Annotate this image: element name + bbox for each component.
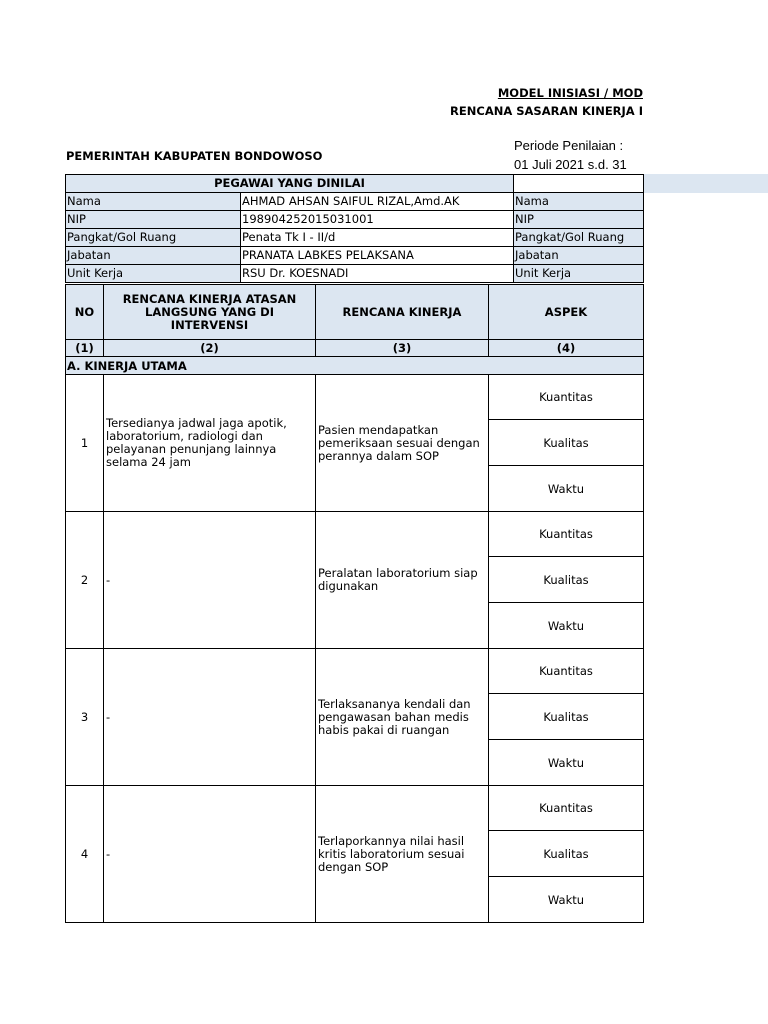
- column-number-4: (4): [489, 340, 644, 357]
- pegawai-value-nip: 198904252015031001: [241, 211, 514, 229]
- row-2-aspek-kuantitas: Kuantitas: [489, 512, 644, 557]
- row-1-no: 1: [66, 375, 104, 512]
- pegawai-label-pangkat: Pangkat/Gol Ruang: [66, 229, 241, 247]
- column-header-no: NO: [66, 285, 104, 340]
- section-kinerja-utama: A. KINERJA UTAMA: [66, 357, 644, 375]
- atasan-label-pangkat: Pangkat/Gol Ruang: [514, 229, 644, 247]
- row-2-aspek-kualitas: Kualitas: [489, 557, 644, 603]
- pegawai-value-unit: RSU Dr. KOESNADI: [241, 265, 514, 283]
- row-4-atasan: -: [104, 786, 316, 923]
- row-3-aspek-kuantitas: Kuantitas: [489, 649, 644, 694]
- row-1-aspek-waktu: Waktu: [489, 466, 644, 512]
- row-4-aspek-kualitas: Kualitas: [489, 831, 644, 877]
- atasan-label-jabatan: Jabatan: [514, 247, 644, 265]
- row-4-aspek-waktu: Waktu: [489, 877, 644, 923]
- row-2-atasan: -: [104, 512, 316, 649]
- row-1-atasan: Tersedianya jadwal jaga apotik, laboratorium, radiologi dan pelayanan penunjang lainnya selama 24 jam: [104, 375, 316, 512]
- row-3-aspek-waktu: Waktu: [489, 740, 644, 786]
- selected-cell-strip: [643, 174, 768, 193]
- periode-value: 01 Juli 2021 s.d. 31: [514, 157, 627, 172]
- document-rencana-title: RENCANA SASARAN KINERJA I: [450, 104, 643, 118]
- column-number-1: (1): [66, 340, 104, 357]
- row-4-rencana: Terlaporkannya nilai hasil kritis laboratorium sesuai dengan SOP: [316, 786, 489, 923]
- pegawai-label-jabatan: Jabatan: [66, 247, 241, 265]
- row-3-atasan: -: [104, 649, 316, 786]
- pegawai-value-nama: AHMAD AHSAN SAIFUL RIZAL,Amd.AK: [241, 193, 514, 211]
- atasan-label-unit: Unit Kerja: [514, 265, 644, 283]
- row-1-aspek-kualitas: Kualitas: [489, 420, 644, 466]
- row-1-aspek-kuantitas: Kuantitas: [489, 375, 644, 420]
- column-number-3: (3): [316, 340, 489, 357]
- atasan-label-nip: NIP: [514, 211, 644, 229]
- periode-label: Periode Penilaian :: [514, 138, 624, 153]
- document-model-title: MODEL INISIASI / MOD: [497, 86, 643, 100]
- row-4-aspek-kuantitas: Kuantitas: [489, 786, 644, 831]
- row-3-rencana: Terlaksananya kendali dan pengawasan bahan medis habis pakai di ruangan: [316, 649, 489, 786]
- row-3-no: 3: [66, 649, 104, 786]
- column-number-2: (2): [104, 340, 316, 357]
- row-2-no: 2: [66, 512, 104, 649]
- pegawai-value-jabatan: PRANATA LABKES PELAKSANA: [241, 247, 514, 265]
- pegawai-value-pangkat: Penata Tk I - II/d: [241, 229, 514, 247]
- pegawai-label-nip: NIP: [66, 211, 241, 229]
- column-header-aspek: ASPEK: [489, 285, 644, 340]
- kinerja-table: [65, 284, 644, 923]
- row-1-rencana: Pasien mendapatkan pemeriksaan sesuai dengan perannya dalam SOP: [316, 375, 489, 512]
- pegawai-label-unit: Unit Kerja: [66, 265, 241, 283]
- row-4-no: 4: [66, 786, 104, 923]
- row-2-rencana: Peralatan laboratorium siap digunakan: [316, 512, 489, 649]
- atasan-label-nama: Nama: [514, 193, 644, 211]
- column-header-rencana: RENCANA KINERJA: [316, 285, 489, 340]
- row-2-aspek-waktu: Waktu: [489, 603, 644, 649]
- pegawai-label-nama: Nama: [66, 193, 241, 211]
- row-3-aspek-kualitas: Kualitas: [489, 694, 644, 740]
- pegawai-heading: PEGAWAI YANG DINILAI: [66, 175, 514, 193]
- column-header-atasan: RENCANA KINERJA ATASAN LANGSUNG YANG DI INTERVENSI: [104, 285, 316, 340]
- government-name: PEMERINTAH KABUPATEN BONDOWOSO: [66, 149, 323, 163]
- pegawai-right-heading-cell: [514, 175, 644, 193]
- pegawai-table: [65, 174, 644, 283]
